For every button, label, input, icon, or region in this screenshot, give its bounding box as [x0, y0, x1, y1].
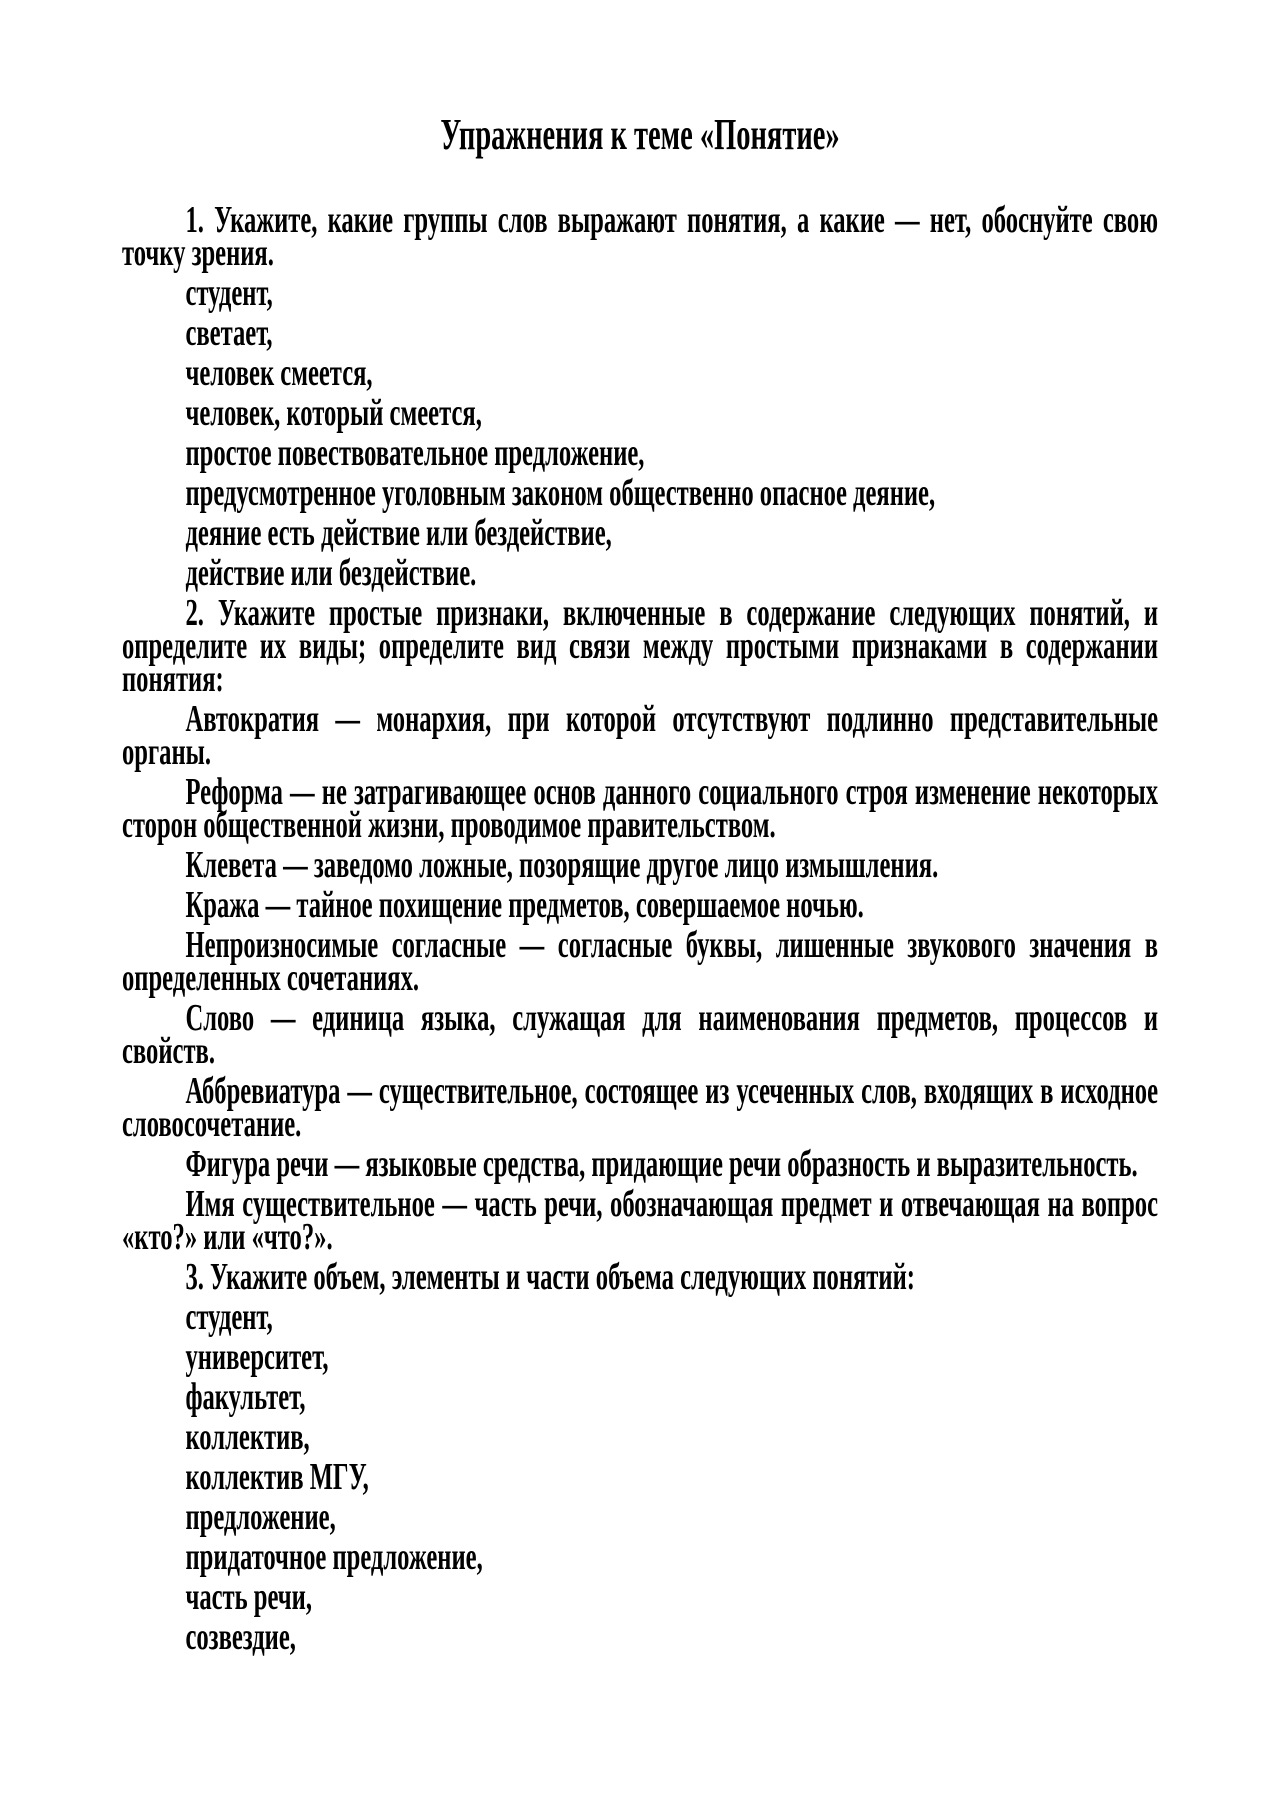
definition-item: Автократия — монархия, при которой отсутствуют подлинно представительные органы. — [122, 698, 1158, 773]
word-group-item: человек, который смеется, — [185, 392, 482, 434]
concept-item: студент, — [185, 1296, 273, 1338]
exercise1-prompt: 1. Укажите, какие группы слов выражают понятия, а какие — нет, обоснуйте свою точку зрения. — [122, 199, 1158, 274]
definition-item: Имя существительное — часть речи, обозначающая предмет и отвечающая на вопрос «кто?» или «что?». — [122, 1183, 1158, 1258]
concept-item: созвездие, — [185, 1616, 296, 1658]
definition-item: Аббревиатура — существительное, состоящее из усеченных слов, входящих в исходное словосочетание. — [122, 1070, 1158, 1145]
concept-item: коллектив МГУ, — [185, 1456, 369, 1498]
concept-item: часть речи, — [185, 1576, 313, 1618]
concept-item: факультет, — [185, 1376, 306, 1418]
exercise2-prompt: 2. Укажите простые признаки, включенные в содержание следующих понятий, и определите их виды; определите вид связи между простыми признаками в содержании понятия: — [122, 592, 1158, 700]
word-group-item: деяние есть действие или бездействие, — [185, 512, 612, 554]
definition-item: Фигура речи — языковые средства, придающие речи образность и выразительность. — [185, 1143, 1138, 1185]
concept-item: предложение, — [185, 1496, 336, 1538]
definition-item: Клевета — заведомо ложные, позорящие другое лицо измышления. — [185, 844, 939, 886]
word-group-item: студент, — [185, 272, 273, 314]
document-title: Упражнения к теме «Понятие» — [440, 110, 840, 159]
document-body — [122, 0, 1158, 1661]
word-group-item: человек смеется, — [185, 352, 373, 394]
word-group-item: светает, — [185, 312, 273, 354]
word-group-item: простое повествовательное предложение, — [185, 432, 645, 474]
concept-item: коллектив, — [185, 1416, 310, 1458]
definition-item: Кража — тайное похищение предметов, совершаемое ночью. — [185, 884, 864, 926]
definition-item: Непроизносимые согласные — согласные буквы, лишенные звукового значения в определенных сочетаниях. — [122, 924, 1158, 999]
definition-item: Слово — единица языка, служащая для наименования предметов, процессов и свойств. — [122, 997, 1158, 1072]
definition-item: Реформа — не затрагивающее основ данного социального строя изменение некоторых сторон общественной жизни, проводимое правительством. — [122, 771, 1158, 846]
exercise3-prompt: 3. Укажите объем, элементы и части объема следующих понятий: — [185, 1256, 915, 1298]
concept-item: университет, — [185, 1336, 329, 1378]
word-group-item: предусмотренное уголовным законом общественно опасное деяние, — [185, 472, 936, 514]
concept-item: придаточное предложение, — [185, 1536, 483, 1578]
word-group-item: действие или бездействие. — [185, 552, 477, 594]
